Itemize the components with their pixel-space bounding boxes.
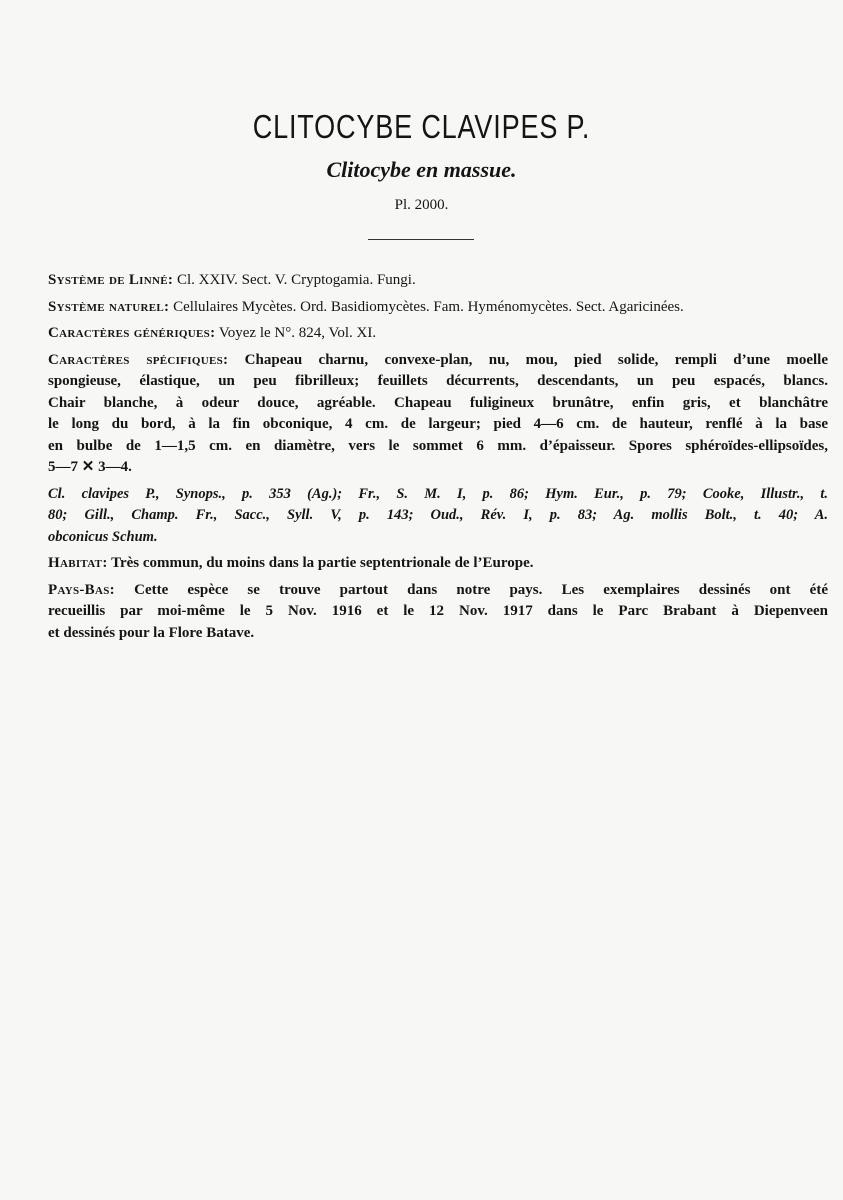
text-line: spongieuse, élastique, un peu fibrilleux; feuillets décurrents, descendants, un peu espacés, blancs. xyxy=(48,373,828,389)
text-line: recueillis par moi-même le 5 Nov. 1916 et le 12 Nov. 1917 dans le Parc Brabant à Diepenveen xyxy=(48,603,828,619)
section-text: Très commun, du moins dans la partie septentrionale de l’Europe. xyxy=(111,555,534,571)
section-synonymy xyxy=(48,484,828,549)
text-line: obconicus Schum. xyxy=(48,528,158,545)
document-body xyxy=(48,270,828,649)
text-line: 80; Gill., Champ. Fr., Sacc., Syll. V, p. 143; Oud., Rév. I, p. 83; Ag. mollis Bolt., t. 40; A. xyxy=(48,507,828,523)
text-line: en bulbe de 1—1,5 cm. en diamètre, vers le sommet 6 mm. d’épaisseur. Spores sphéroïdes-ellipsoïdes, xyxy=(48,437,828,454)
text-line: le long du bord, à la fin obconique, 4 cm. de largeur; pied 4—6 cm. de hauteur, renflé à la base xyxy=(48,416,828,432)
section-generiques xyxy=(48,323,828,345)
section-label: Système de Linné: xyxy=(48,272,174,288)
text-line: et dessinés pour la Flore Batave. xyxy=(48,624,255,641)
section-label: Habitat: xyxy=(48,555,108,571)
section-label: Système naturel: xyxy=(48,298,170,315)
section-text: Cl. XXIV. Sect. V. Cryptogamia. Fungi. xyxy=(176,272,416,288)
section-specifiques xyxy=(48,350,828,479)
text-line: Chair blanche, à odeur douce, agréable. Chapeau fuligineux brunâtre, enfin gris, et blanchâtre xyxy=(48,394,828,411)
section-paysbas xyxy=(48,580,828,645)
text-line: Cette espèce se trouve partout dans notre pays. Les exemplaires dessinés ont été xyxy=(134,581,828,598)
section-text: Cellulaires Mycètes. Ord. Basidiomycètes. Fam. Hyménomycètes. Sect. Agaricinées. xyxy=(173,298,684,315)
section-text: Voyez le N°. 824, Vol. XI. xyxy=(218,325,377,341)
section-label: Caractères spécifiques: xyxy=(48,351,229,368)
section-habitat xyxy=(48,553,828,575)
page-title: CLITOCYBE CLAVIPES P. xyxy=(252,108,591,145)
page-subtitle: Clitocybe en massue. xyxy=(326,157,517,182)
title-divider xyxy=(368,239,474,240)
section-linne xyxy=(48,270,828,292)
section-label: Pays-Bas: xyxy=(48,581,115,598)
text-line: 5—7 ✕ 3—4. xyxy=(48,459,132,475)
section-label: Caractères génériques: xyxy=(48,325,216,341)
section-naturel xyxy=(48,297,828,319)
text-line: Cl. clavipes P., Synops., p. 353 (Ag.); Fr., S. M. I, p. 86; Hym. Eur., p. 79; Cooke, Illustr., t. xyxy=(48,485,828,502)
text-line: Chapeau charnu, convexe-plan, nu, mou, pied solide, rempli d’une moelle xyxy=(244,351,828,368)
plate-number: Pl. 2000. xyxy=(394,197,449,213)
